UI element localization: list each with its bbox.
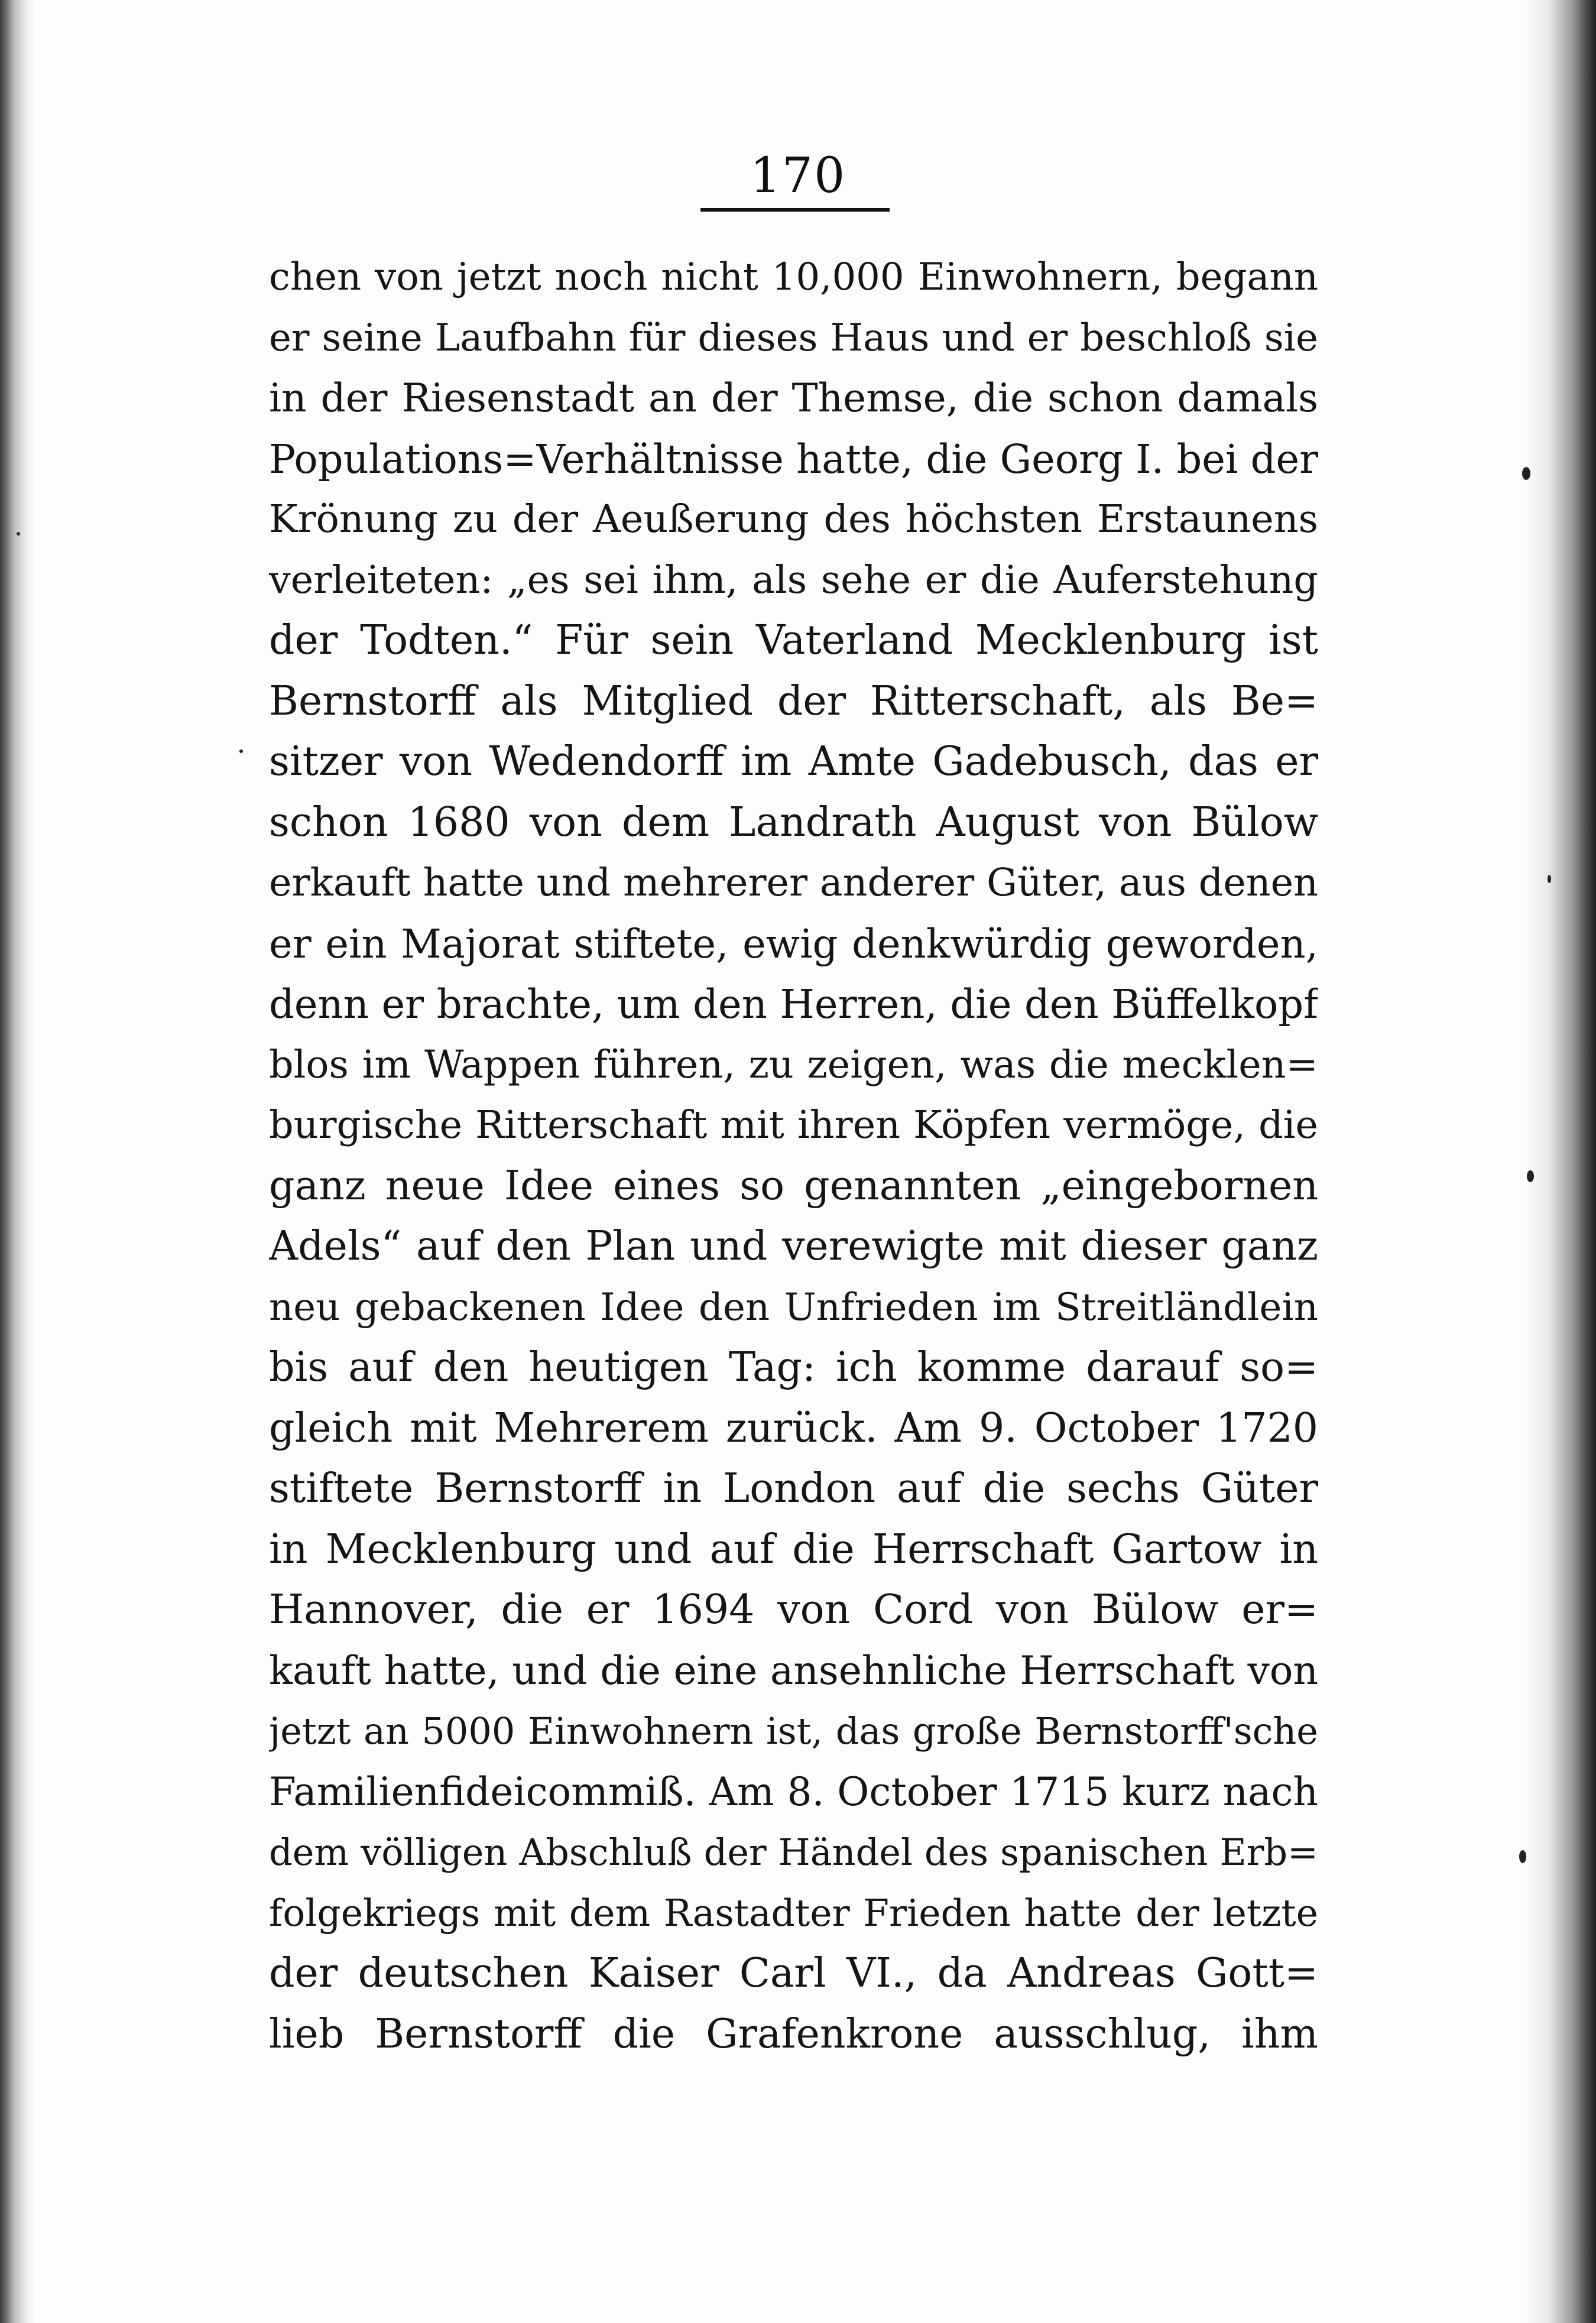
text-line: kauft hatte, und die eine ansehnliche Herrschaft von [269, 1647, 1318, 1693]
text-line: chen von jetzt noch nicht 10,000 Einwohnern, begann [269, 255, 1318, 299]
text-line: schon 1680 von dem Landrath August von Bülow [269, 799, 1318, 846]
text-line: er seine Laufbahn für dieses Haus und er beschloß sie [269, 316, 1318, 360]
text-line: dem völligen Abschluß der Händel des spanischen Erb= [269, 1831, 1318, 1874]
text-line: Hannover, die er 1694 von Cord von Bülow er= [269, 1586, 1318, 1633]
scan-speck [1548, 875, 1551, 883]
text-line: Populations=Verhältnisse hatte, die Georg I. bei der [269, 436, 1318, 482]
text-line: blos im Wappen führen, zu zeigen, was die mecklen= [269, 1042, 1318, 1087]
text-line: er ein Majorat stiftete, ewig denkwürdig geworden, [269, 920, 1318, 967]
left-page-edge [0, 0, 35, 2323]
text-line: Familienfideicommiß. Am 8. October 1715 kurz nach [269, 1769, 1318, 1815]
scan-speck [17, 532, 20, 536]
scan-speck [239, 750, 243, 753]
text-line: Bernstorff als Mitglied der Ritterschaft, als Be= [269, 677, 1318, 725]
text-line: lieb Bernstorff die Grafenkrone ausschlug, ihm [269, 2010, 1318, 2058]
text-line: erkauft hatte und mehrerer anderer Güter, aus denen [269, 861, 1318, 905]
text-line: stiftete Bernstorff in London auf die sechs Güter [269, 1465, 1318, 1512]
text-line: in der Riesenstadt an der Themse, die schon damals [269, 375, 1318, 421]
right-page-edge [1525, 0, 1596, 2323]
text-line: sitzer von Wedendorff im Amte Gadebusch, das er [269, 738, 1318, 785]
scan-speck [1522, 467, 1530, 480]
text-line: gleich mit Mehrerem zurück. Am 9. October 1720 [269, 1404, 1318, 1452]
text-line: ganz neue Idee eines so genannten „eingebornen [269, 1162, 1318, 1209]
text-line: burgische Ritterschaft mit ihren Köpfen vermöge, die [269, 1103, 1318, 1147]
text-line: Adels“ auf den Plan und verewigte mit dieser ganz [269, 1223, 1318, 1270]
text-line: denn er brachte, um den Herren, die den Büffelkopf [269, 981, 1318, 1027]
text-line: jetzt an 5000 Einwohnern ist, das große Bernstorff'sche [269, 1709, 1318, 1753]
text-line: der deutschen Kaiser Carl VI., da Andreas Gott= [269, 1950, 1318, 1997]
text-line: verleiteten: „es sei ihm, als sehe er die Auferstehung [269, 557, 1318, 602]
page-number: 170 [750, 148, 846, 204]
body-text [269, 247, 1318, 2065]
text-line: der Todten.“ Für sein Vaterland Mecklenburg ist [269, 617, 1318, 664]
text-line: in Mecklenburg und auf die Herrschaft Gartow in [269, 1526, 1318, 1573]
text-line: neu gebackenen Idee den Unfrieden im Streitländlein [269, 1285, 1318, 1329]
text-line: Krönung zu der Aeußerung des höchsten Erstaunens [269, 497, 1318, 541]
text-line: bis auf den heutigen Tag: ich komme darauf so= [269, 1344, 1318, 1391]
page-number-rule [700, 208, 890, 212]
scan-speck [1527, 1170, 1534, 1182]
scan-speck [1519, 1850, 1526, 1863]
text-line: folgekriegs mit dem Rastadter Frieden hatte der letzte [269, 1891, 1318, 1935]
